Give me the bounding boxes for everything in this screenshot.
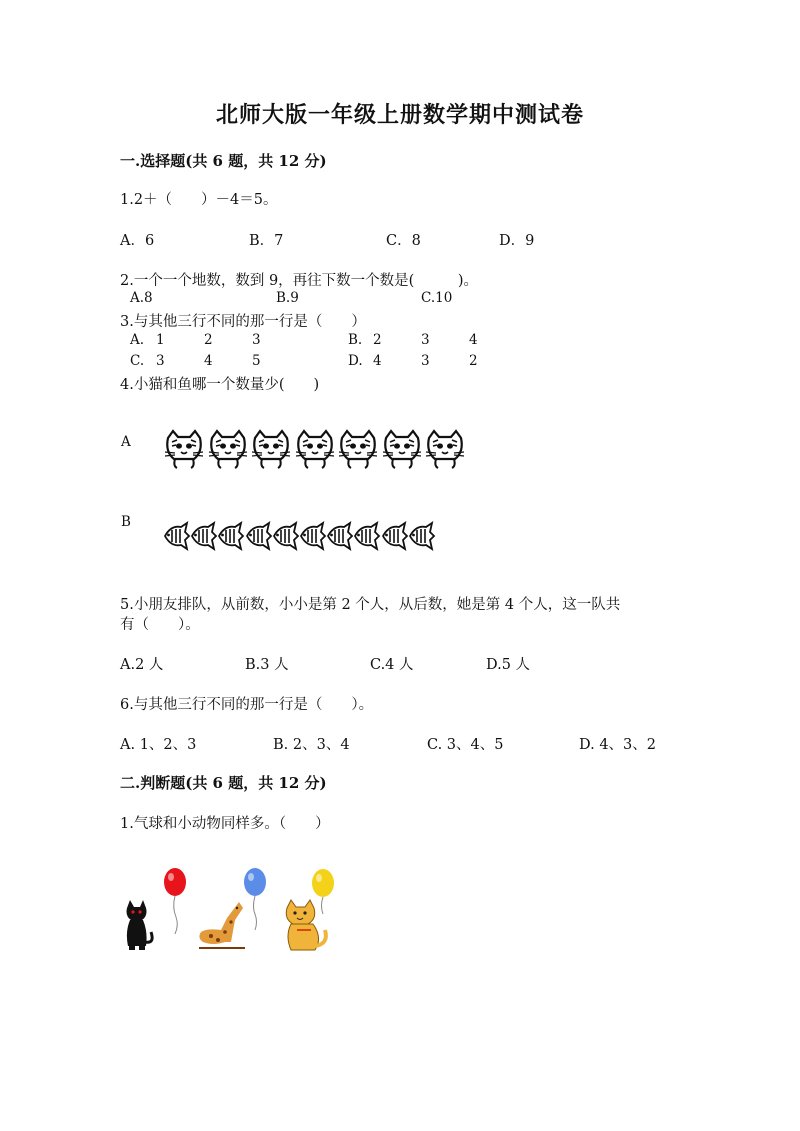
q5-option-a: A.2 人 [120,657,164,673]
q3-row-a-num: 1 [156,332,165,348]
q1-option-b: B．7 [249,233,284,249]
cat-icon [250,428,292,470]
q6-option-d: D. 4、3、2 [579,737,657,753]
q3-row-c-num: 5 [252,353,261,369]
judge-question-1: 1.气球和小动物同样多。（ ） [120,816,330,832]
fish-icon [272,521,300,551]
animals-balloons-illustration [115,862,345,962]
question-3: 3.与其他三行不同的那一行是（ ） [120,314,366,330]
section-heading-choice: 一.选择题(共 6 题，共 12 分) [120,152,327,170]
q3-row-b-num: 3 [421,332,430,348]
q1-option-a: A．6 [120,233,155,249]
q2-option-a: A.8 [130,290,153,306]
fish-icon [408,521,436,551]
balloon-icon [244,868,266,930]
q4-label-b: B [121,514,131,530]
q6-option-b: B. 2、3、4 [273,737,350,753]
q3-row-c-num: 3 [156,353,165,369]
question-1: 1.2＋（ ）－4＝5。 [120,192,278,208]
q2-option-c: C.10 [421,290,453,306]
q3-row-d-label: D. [348,353,363,369]
q3-row-a-num: 3 [252,332,261,348]
section-heading-judge: 二.判断题(共 6 题，共 12 分) [120,774,327,792]
q6-option-a: A. 1、2、3 [120,737,197,753]
q5-option-d: D.5 人 [486,657,531,673]
q3-row-a-num: 2 [204,332,213,348]
question-5-line-2: 有（ ）。 [120,617,200,633]
q3-row-c-label: C. [130,353,145,369]
q3-row-b-num: 2 [373,332,382,348]
q4-label-a: A [121,434,131,450]
cat-icon [424,428,466,470]
orange-cat-icon [286,900,326,950]
q3-row-b-label: B. [348,332,363,348]
question-4: 4.小猫和鱼哪一个数量少( ) [120,377,320,393]
black-cat-icon [127,900,153,950]
question-6: 6.与其他三行不同的那一行是（ ）。 [120,697,374,713]
question-5-line-1: 5.小朋友排队，从前数，小小是第 2 个人，从后数，她是第 4 个人，这一队共 [120,597,621,613]
fish-icon [299,521,327,551]
fish-icon [245,521,273,551]
balloon-icon [164,868,186,934]
q3-row-c-num: 4 [204,353,213,369]
q6-option-c: C. 3、4、5 [427,737,504,753]
balloon-icon [312,869,334,914]
q3-row-d-num: 2 [469,353,478,369]
fish-icon [326,521,354,551]
fish-icon [381,521,409,551]
question-2: 2.一个一个地数，数到 9，再往下数一个数是( )。 [120,273,478,289]
giraffe-icon [199,902,245,948]
cat-icon [381,428,423,470]
page-title: 北师大版一年级上册数学期中测试卷 [215,102,584,128]
q3-row-d-num: 4 [373,353,382,369]
fish-icon [217,521,245,551]
q2-option-b: B.9 [276,290,299,306]
q3-row-d-num: 3 [421,353,430,369]
fish-icon [163,521,191,551]
cat-row [163,428,473,470]
q1-option-d: D．9 [499,233,535,249]
cat-icon [207,428,249,470]
q3-row-a-label: A. [130,332,145,348]
cat-icon [294,428,336,470]
q1-option-c: C．8 [386,233,421,249]
q5-option-b: B.3 人 [245,657,289,673]
cat-icon [163,428,205,470]
fish-row [163,521,453,553]
q5-option-c: C.4 人 [370,657,414,673]
cat-icon [337,428,379,470]
q3-row-b-num: 4 [469,332,478,348]
fish-icon [190,521,218,551]
fish-icon [353,521,381,551]
